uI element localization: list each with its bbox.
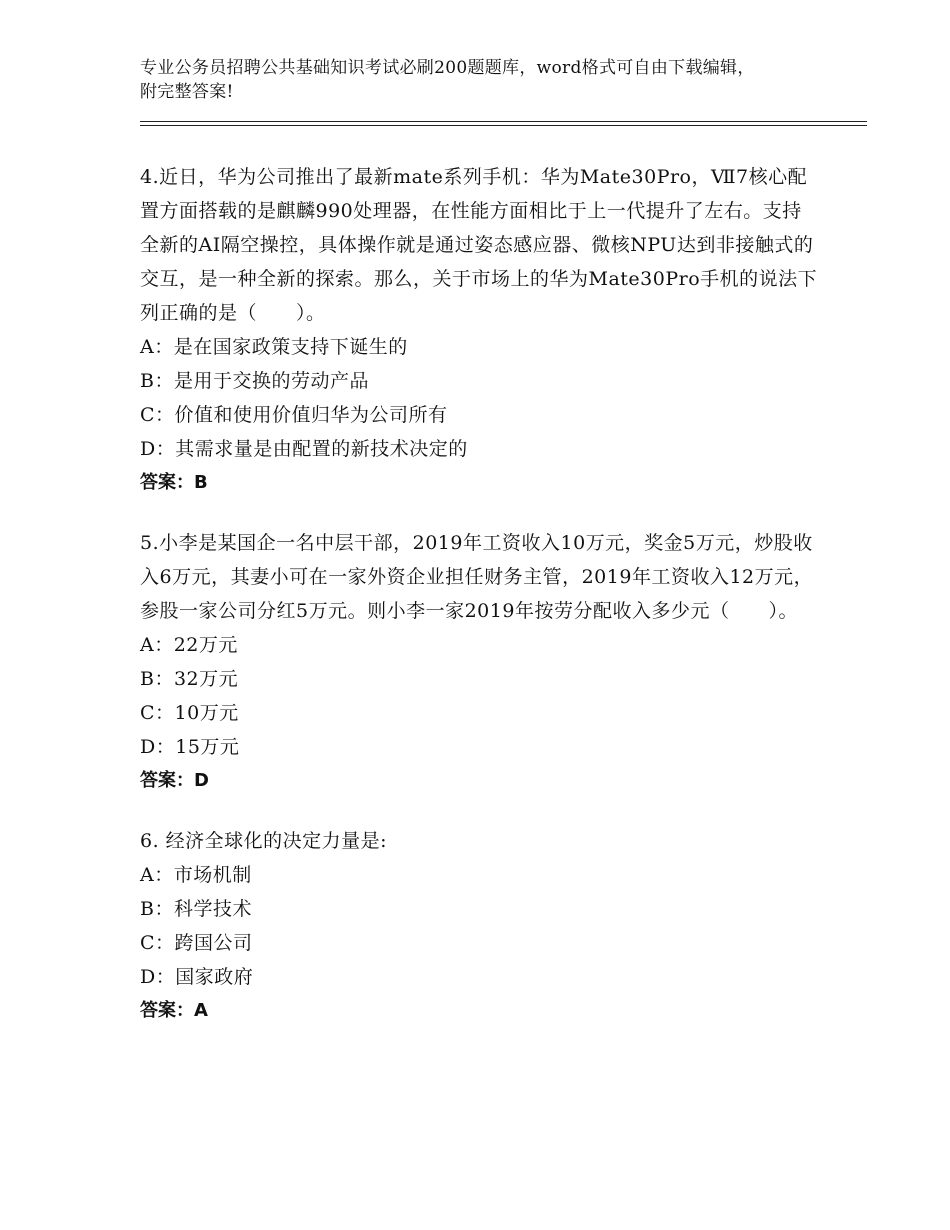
header-line-2: 附完整答案! xyxy=(140,82,234,102)
option-b: B：科学技术 xyxy=(140,898,252,920)
option-c: C：10万元 xyxy=(140,702,239,724)
answer: 答案：B xyxy=(140,472,208,493)
option-a: A：22万元 xyxy=(140,634,238,656)
header-line-1: 专业公务员招聘公共基础知识考试必刷200题题库，word格式可自由下载编辑， xyxy=(140,58,755,78)
option-c: C：价值和使用价值归华为公司所有 xyxy=(140,404,448,426)
question-text: 4.近日，华为公司推出了最新mate系列手机：华为Mate30Pro，Ⅶ7核心配置方面搭载的是麒麟990处理器，在性能方面相比于上一代提升了左右。支持全新的AI隔空操控，具体操作就是通过姿态感应器、微核NPU达到非接触式的交互，是一种全新的探索。那么，关于市场上的华为Mate30Pro手机的说法下列正确的是（ ）。 xyxy=(140,166,818,324)
question-text: 5.小李是某国企一名中层干部，2019年工资收入10万元，奖金5万元，炒股收入6万元，其妻小可在一家外资企业担任财务主管，2019年工资收入12万元，参股一家公司分红5万元。则小李一家2019年按劳分配收入多少元（ ）。 xyxy=(140,532,814,622)
option-d: D：15万元 xyxy=(140,736,240,758)
question-list xyxy=(140,160,820,1054)
question-4 xyxy=(140,160,820,500)
question-5 xyxy=(140,526,820,798)
answer: 答案：D xyxy=(140,770,209,791)
question-6 xyxy=(140,824,820,1028)
page-header xyxy=(140,56,860,104)
answer: 答案：A xyxy=(140,1000,208,1021)
option-d: D：其需求量是由配置的新技术决定的 xyxy=(140,438,468,460)
option-c: C：跨国公司 xyxy=(140,932,253,954)
header-divider xyxy=(140,121,867,126)
option-b: B：32万元 xyxy=(140,668,239,690)
option-a: A：市场机制 xyxy=(140,864,252,886)
option-a: A：是在国家政策支持下诞生的 xyxy=(140,336,408,358)
option-d: D：国家政府 xyxy=(140,966,254,988)
question-text: 6. 经济全球化的决定力量是: xyxy=(140,830,388,852)
option-b: B：是用于交换的劳动产品 xyxy=(140,370,369,392)
